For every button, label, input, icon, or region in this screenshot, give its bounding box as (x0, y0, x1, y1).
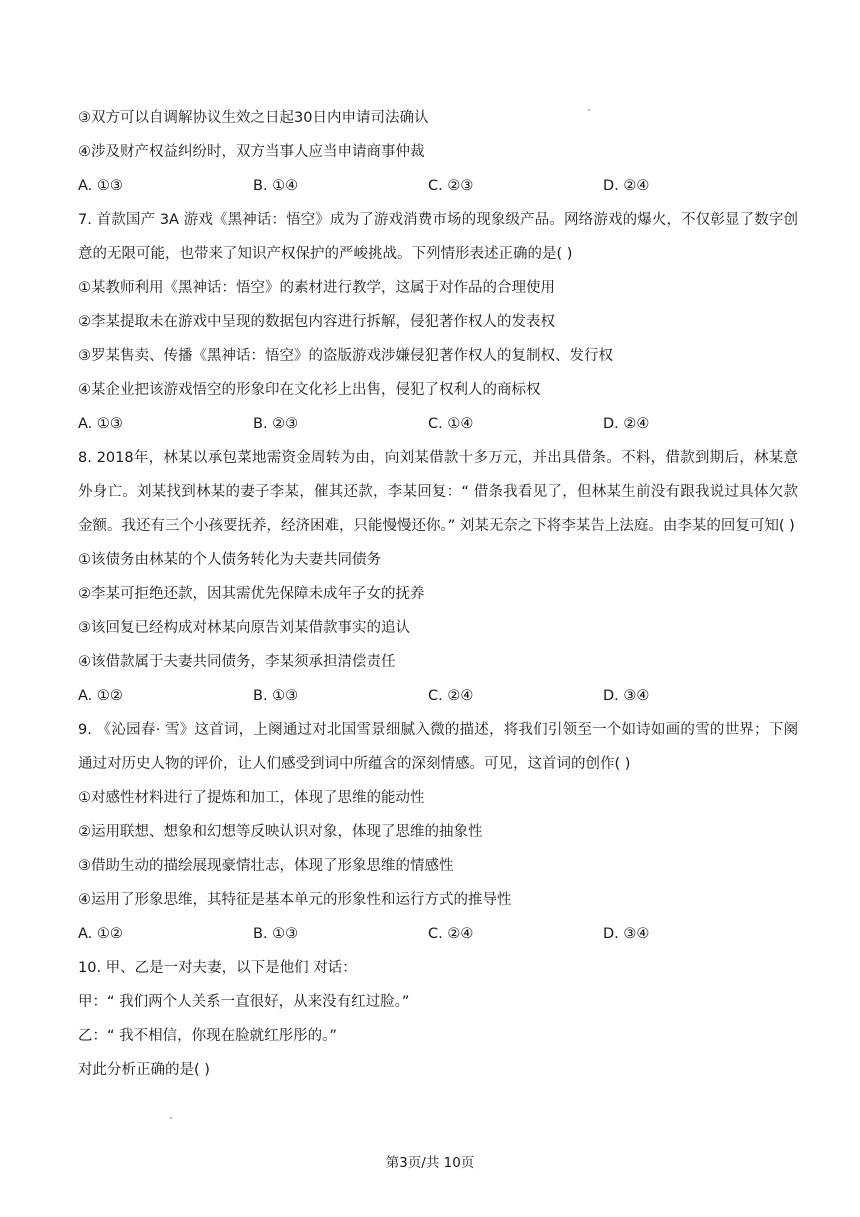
q6-options (78, 169, 798, 203)
q7-statement-1: ①某教师利用《黑神话：悟空》的素材进行教学，这属于对作品的合理使用 (78, 280, 555, 296)
q9-option-b: B. ①③ (253, 926, 299, 942)
q10-question: 对此分析正确的是( ) (78, 1062, 210, 1078)
page-content (78, 101, 798, 1087)
q7-options (78, 407, 798, 441)
q9-option-c: C. ②④ (428, 926, 474, 942)
q6-option-c: C. ②③ (428, 178, 474, 194)
q9-statement-1: ①对感性材料进行了提炼和加工，体现了思维的能动性 (78, 790, 425, 806)
q8-statement-1: ①该债务由林某的个人债务转化为夫妻共同债务 (78, 552, 381, 568)
q8-option-c: C. ②④ (428, 688, 474, 704)
q7-option-d: D. ②④ (603, 416, 650, 432)
q10-dialog-yi: 乙：“ 我不相信，你现在脸就红彤彤的。” (78, 1028, 337, 1044)
q6-option-b: B. ①④ (253, 178, 299, 194)
q6-option-a: A. ①③ (78, 178, 123, 194)
q10-stem: 10. 甲、乙是一对夫妻，以下是他们 对话： (78, 960, 357, 976)
q6-statement-3: ③双方可以自调解协议生效之日起30日内申请司法确认 (78, 110, 429, 126)
q9-statement-2: ②运用联想、想象和幻想等反映认识对象，体现了思维的抽象性 (78, 824, 483, 840)
q9-statement-4: ④运用了形象思维，其特征是基本单元的形象性和运行方式的推导性 (78, 892, 512, 908)
q10-dialog-jia: 甲：“ 我们两个人关系一直很好，从来没有红过脸。” (78, 994, 410, 1010)
q7-option-b: B. ②③ (253, 416, 299, 432)
q8-statement-2: ②李某可拒绝还款，因其需优先保障未成年子女的抚养 (78, 586, 425, 602)
q8-statement-4: ④该借款属于夫妻共同债务，李某须承担清偿责任 (78, 654, 396, 670)
page-number: 第3页/共 10页 (385, 1155, 475, 1171)
q9-stem: 9. 《沁园春· 雪》这首词，上阕通过对北国雪景细腻入微的描述，将我们引领至一个如诗如画的雪的世界；下阕通过对历史人物的评价，让人们感受到词中所蕴含的深刻情感。可见，这首词的创作( ) (78, 722, 798, 772)
q7-statement-4: ④某企业把该游戏悟空的形象印在文化衫上出售，侵犯了权利人的商标权 (78, 382, 541, 398)
q6-option-d: D. ②④ (603, 178, 650, 194)
q7-statement-3: ③罗某售卖、传播《黑神话：悟空》的盗版游戏涉嫌侵犯著作权人的复制权、发行权 (78, 348, 613, 364)
q9-statement-3: ③借助生动的描绘展现豪情壮志，体现了形象思维的情感性 (78, 858, 454, 874)
q8-option-a: A. ①② (78, 688, 123, 704)
q8-stem: 8. 2018年，林某以承包菜地需资金周转为由，向刘某借款十多万元，并出具借条。不料，借款到期后，林某意外身亡。刘某找到林某的妻子李某，催其还款，李某回复：“ 借条我看见了，但林某生前没有跟我说过具体欠款金额。我还有三个小孩要抚养，经济困难，只能慢慢还你。” 刘某无奈之下将李某告上法庭。由李某的回复可知( ) (78, 450, 798, 534)
q6-statement-4: ④涉及财产权益纠纷时，双方当事人应当申请商事仲裁 (78, 144, 425, 160)
q8-statement-3: ③该回复已经构成对林某向原告刘某借款事实的追认 (78, 620, 410, 636)
q8-options (78, 679, 798, 713)
q7-option-a: A. ①③ (78, 416, 123, 432)
scan-speck (170, 1117, 172, 1119)
q8-option-d: D. ③④ (603, 688, 650, 704)
q7-statement-2: ②李某提取未在游戏中呈现的数据包内容进行拆解，侵犯著作权人的发表权 (78, 314, 555, 330)
q7-stem: 7. 首款国产 3A 游戏《黑神话：悟空》成为了游戏消费市场的现象级产品。网络游戏的爆火，不仅彰显了数字创意的无限可能，也带来了知识产权保护的严峻挑战。下列情形表述正确的是( ) (78, 212, 798, 262)
q8-option-b: B. ①③ (253, 688, 299, 704)
q7-option-c: C. ①④ (428, 416, 474, 432)
q9-option-a: A. ①② (78, 926, 123, 942)
q9-option-d: D. ③④ (603, 926, 650, 942)
q9-options (78, 917, 798, 951)
